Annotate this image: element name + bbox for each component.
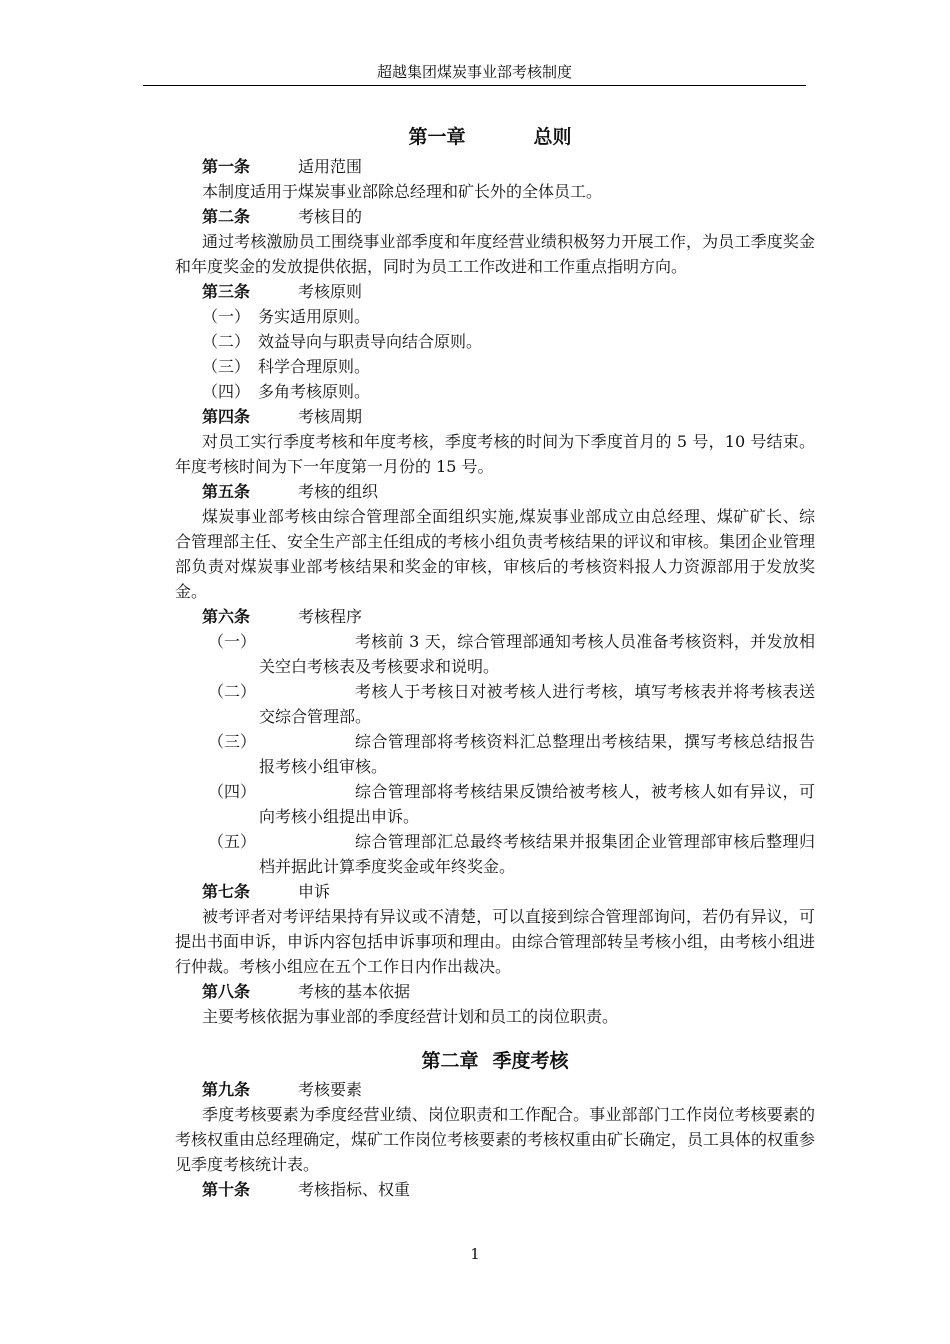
step-text: 考核前 3 天，综合管理部通知考核人员准备考核资料，并发放相关空白考核表及考核要求和说明。: [259, 632, 815, 676]
chapter-2-title: 季度考核: [492, 1050, 569, 1072]
article-number: 第七条: [202, 882, 251, 901]
procedure-step: [175, 829, 815, 879]
article-2-text: 通过考核激励员工围绕事业部季度和年度经营业绩积极努力开展工作，为员工季度奖金和年度奖金的发放提供依据，同时为员工工作改进和工作重点指明方向。: [175, 232, 815, 276]
article-number: 第九条: [202, 1080, 251, 1099]
running-header: 超越集团煤炭事业部考核制度: [376, 63, 572, 81]
header-rule: [143, 85, 806, 86]
article-title: 考核程序: [298, 607, 363, 626]
list-item: [175, 354, 815, 379]
article-number: 第六条: [202, 607, 251, 626]
article-title: 申诉: [298, 882, 331, 901]
list-item: [175, 304, 815, 329]
step-marker: （二）: [208, 682, 257, 701]
list-marker: （三）: [202, 357, 251, 376]
article-8-text: 主要考核依据为事业部的季度经营计划和员工的岗位职责。: [202, 1007, 619, 1026]
article-9-heading: [175, 1077, 815, 1102]
article-9-text: 季度考核要素为季度经营业绩、岗位职责和工作配合。事业部部门工作岗位考核要素的考核权重由总经理确定，煤矿工作岗位考核要素的考核权重由矿长确定，员工具体的权重参见季度考核统计表。: [175, 1105, 816, 1174]
article-title: 考核要素: [298, 1080, 363, 1099]
chapter-1-title: 总则: [533, 126, 572, 148]
article-1-heading: [175, 154, 815, 179]
list-text: 多角考核原则。: [258, 382, 371, 401]
article-10-heading: [175, 1177, 815, 1202]
article-title: 考核的基本依据: [298, 982, 411, 1001]
article-2-heading: [175, 204, 815, 229]
chapter-2-heading: [175, 1045, 815, 1077]
step-text: 综合管理部汇总最终考核结果并报集团企业管理部审核后整理归档并据此计算季度奖金或年终奖金。: [259, 832, 815, 876]
list-text: 务实适用原则。: [258, 307, 371, 326]
step-text: 综合管理部将考核结果反馈给被考核人，被考核人如有异议，可向考核小组提出申诉。: [259, 782, 815, 826]
article-3-heading: [175, 279, 815, 304]
chapter-2-number: 第二章: [421, 1050, 479, 1072]
article-title: 适用范围: [298, 157, 363, 176]
article-number: 第八条: [202, 982, 251, 1001]
article-7-heading: [175, 879, 815, 904]
step-marker: （一）: [208, 632, 257, 651]
step-marker: （五）: [208, 832, 257, 851]
article-8-heading: [175, 979, 815, 1004]
procedure-step: [175, 629, 815, 679]
step-marker: （三）: [208, 732, 257, 751]
article-title: 考核目的: [298, 207, 363, 226]
list-marker: （二）: [202, 332, 251, 351]
list-text: 效益导向与职责导向结合原则。: [258, 332, 483, 351]
article-title: 考核周期: [298, 407, 363, 426]
article-5-heading: [175, 479, 815, 504]
article-6-heading: [175, 604, 815, 629]
list-marker: （四）: [202, 382, 251, 401]
list-item: [175, 379, 815, 404]
article-number: 第一条: [202, 157, 251, 176]
article-number: 第十条: [202, 1180, 251, 1199]
article-title: 考核指标、权重: [298, 1180, 411, 1199]
article-title: 考核原则: [298, 282, 363, 301]
article-4-heading: [175, 404, 815, 429]
document-body: [175, 120, 815, 1202]
list-text: 科学合理原则。: [258, 357, 371, 376]
list-marker: （一）: [202, 307, 251, 326]
page-number: 1: [470, 1245, 480, 1263]
article-5-text: 煤炭事业部考核由综合管理部全面组织实施,煤炭事业部成立由总经理、煤矿矿长、综合管理部主任、安全生产部主任组成的考核小组负责考核结果的评议和审核。集团企业管理部负责对煤炭事业部考核结果和奖金的审核，审核后的考核资料报人力资源部用于发放奖金。: [175, 507, 816, 601]
article-1-text: 本制度适用于煤炭事业部除总经理和矿长外的全体员工。: [202, 182, 603, 201]
article-number: 第三条: [202, 282, 251, 301]
step-text: 考核人于考核日对被考核人进行考核，填写考核表并将考核表送交综合管理部。: [259, 682, 815, 726]
article-7-text: 被考评者对考评结果持有异议或不清楚，可以直接到综合管理部询问，若仍有异议，可提出书面申诉，申诉内容包括申诉事项和理由。由综合管理部转呈考核小组，由考核小组进行仲裁。考核小组应在五个工作日内作出裁决。: [175, 907, 816, 976]
procedure-step: [175, 679, 815, 729]
procedure-step: [175, 779, 815, 829]
article-4-text: 对员工实行季度考核和年度考核，季度考核的时间为下季度首月的 5 号，10 号结束。年度考核时间为下一年度第一月份的 15 号。: [175, 432, 815, 476]
chapter-1-heading: [165, 120, 815, 154]
article-number: 第四条: [202, 407, 251, 426]
article-number: 第二条: [202, 207, 251, 226]
step-text: 综合管理部将考核资料汇总整理出考核结果，撰写考核总结报告报考核小组审核。: [259, 732, 815, 776]
chapter-1-number: 第一章: [408, 126, 466, 148]
step-marker: （四）: [208, 782, 257, 801]
article-number: 第五条: [202, 482, 251, 501]
article-title: 考核的组织: [298, 482, 379, 501]
list-item: [175, 329, 815, 354]
procedure-step: [175, 729, 815, 779]
